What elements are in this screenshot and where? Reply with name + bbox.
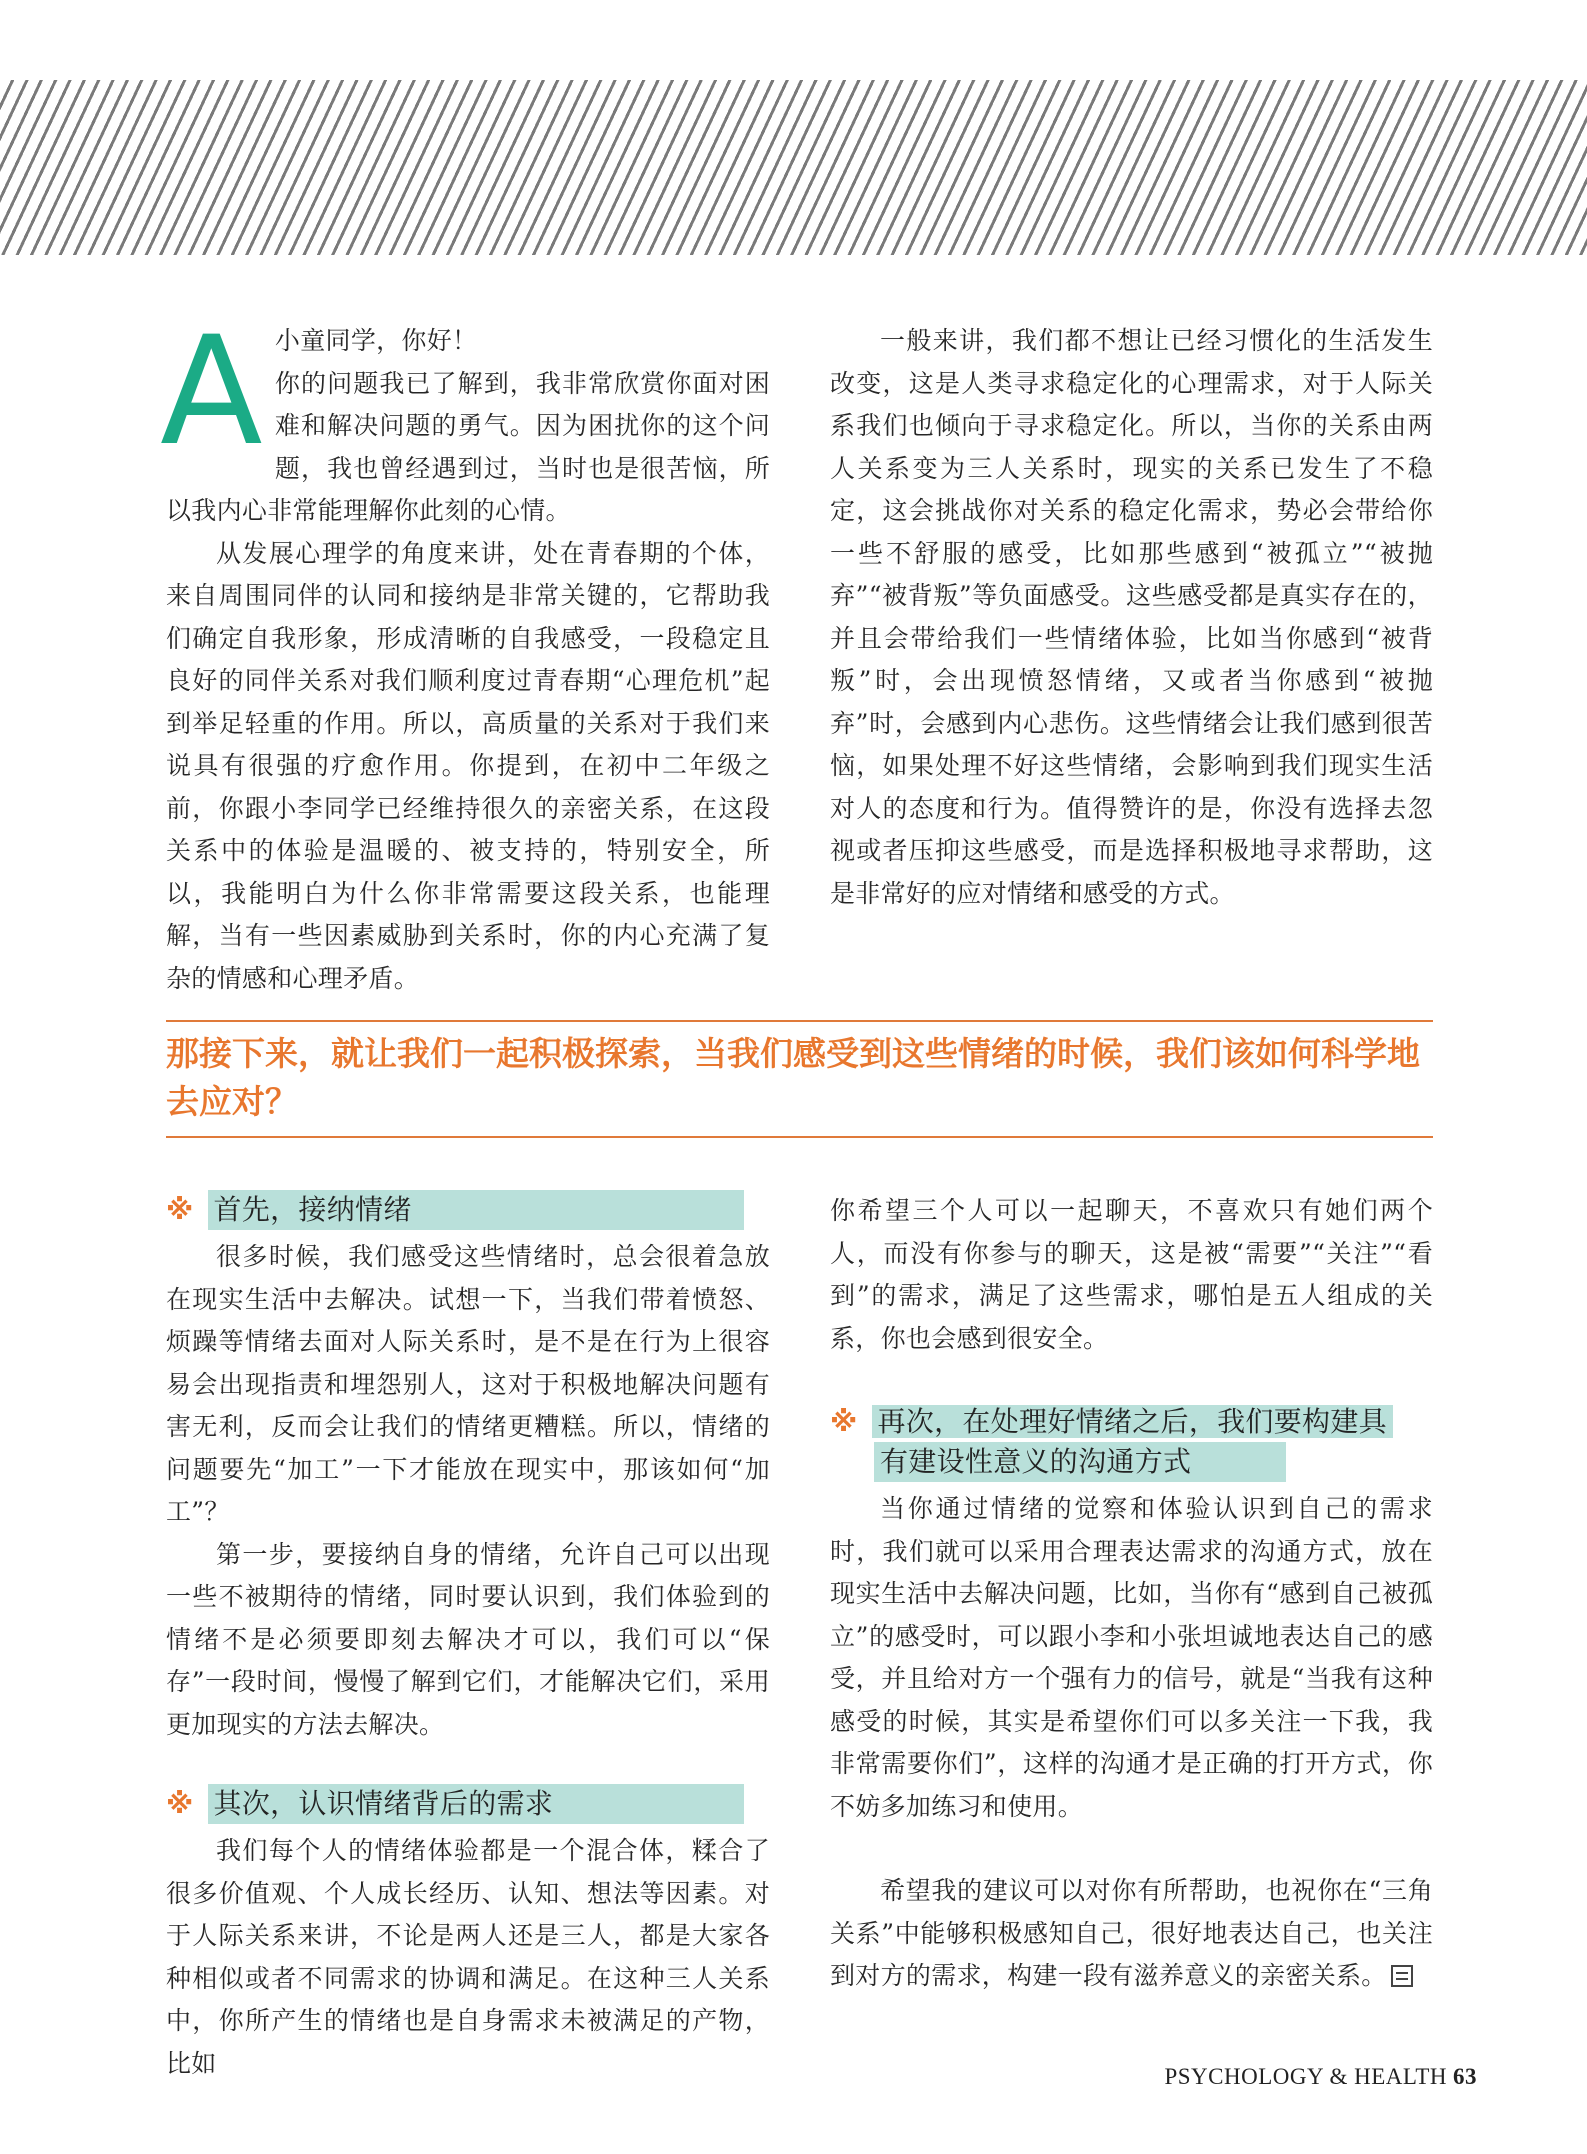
page-footer (1164, 2064, 1477, 2090)
letter-right-column (830, 320, 1433, 915)
reference-mark-icon: ※ (166, 1193, 194, 1226)
end-mark-icon (1391, 1965, 1413, 1987)
section-paragraph: 我们每个人的情绪体验都是一个混合体，糅合了很多价值观、个人成长经历、认知、想法等因素。对于人际关系来讲，不论是两人还是三人，都是大家各种相似或者不同需求的协调和满足。在这种三人关系中，你所产生的情绪也是自身需求未被满足的产物，比如 (166, 1836, 770, 2078)
advice-right-column (830, 1190, 1433, 1998)
section-paragraph: 很多时候，我们感受这些情绪时，总会很着急放在现实生活中去解决。试想一下，当我们带着愤怒、烦躁等情绪去面对人际关系时，是不是在行为上很容易会出现指责和埋怨别人，这对于积极地解决问题有害无利，反而会让我们的情绪更糟糕。所以，情绪的问题要先“加工”一下才能放在现实中，那该如何“加工”？ (166, 1242, 770, 1526)
section-title-line: 有建设性意义的沟通方式 (874, 1442, 1286, 1482)
letter-greeting: 小童同学，你好！ (274, 326, 478, 355)
letter-paragraph: 你的问题我已了解到，我非常欣赏你面对困难和解决问题的勇气。因为困扰你的这个问题，我也曾经遇到过，当时也是很苦恼，所以我内心非常能理解你此刻的心情。 (166, 368, 770, 525)
drop-cap: A (160, 305, 263, 479)
section-paragraph-continued: 你希望三个人可以一起聊天，不喜欢只有她们两个人，而没有你参与的聊天，这是被“需要”“关注”“看到”的需求，满足了这些需求，哪怕是五人组成的关系，你也会感到很安全。 (830, 1196, 1433, 1353)
section-heading-first (166, 1190, 770, 1230)
letter-left-column (160, 305, 770, 1000)
letter-paragraph: 从发展心理学的角度来讲，处在青春期的个体，来自周围同伴的认同和接纳是非常关键的，它帮助我们确定自我形象，形成清晰的自我感受，一段稳定且良好的同伴关系对我们顺利度过青春期“心理危机”起到举足轻重的作用。所以，高质量的关系对于我们来说具有很强的疗愈作用。你提到，在初中二年级之前，你跟小李同学已经维持很久的亲密关系，在这段关系中的体验是温暖的、被支持的，特别安全，所以，我能明白为什么你非常需要这段关系，也能理解，当有一些因素威胁到关系时，你的内心充满了复杂的情感和心理矛盾。 (166, 538, 770, 993)
closing-paragraph: 希望我的建议可以对你有所帮助，也祝你在“三角关系”中能够积极感知自己，很好地表达自己，也关注到对方的需求，构建一段有滋养意义的亲密关系。 (830, 1876, 1433, 1990)
section-heading-third (830, 1402, 1433, 1482)
page-number: 63 (1453, 2064, 1477, 2089)
reference-mark-icon: ※ (166, 1787, 194, 1820)
section-paragraph: 第一步，要接纳自身的情绪，允许自己可以出现一些不被期待的情绪，同时要认识到，我们体验到的情绪不是必须要即刻去解决才可以，我们可以“保存”一段时间，慢慢了解到它们，才能解决它们，采用更加现实的方法去解决。 (166, 1539, 770, 1739)
closing-paragraph-wrap (830, 1870, 1433, 1998)
section-headline: 那接下来，就让我们一起积极探索，当我们感受到这些情绪的时候，我们该如何科学地去应对？ (166, 1020, 1433, 1138)
section-heading-second (166, 1784, 770, 1824)
advice-left-column (166, 1190, 770, 2085)
section-title-line: 再次，在处理好情绪之后，我们要构建具 (872, 1405, 1393, 1438)
magazine-name: PSYCHOLOGY & HEALTH (1164, 2064, 1447, 2089)
letter-paragraph: 一般来讲，我们都不想让已经习惯化的生活发生改变，这是人类寻求稳定化的心理需求，对于人际关系我们也倾向于寻求稳定化。所以，当你的关系由两人关系变为三人关系时，现实的关系已发生了不稳定，这会挑战你对关系的稳定化需求，势必会带给你一些不舒服的感受，比如那些感到“被孤立”“被抛弃”“被背叛”等负面感受。这些感受都是真实存在的，并且会带给我们一些情绪体验，比如当你感到“被背叛”时，会出现愤怒情绪，又或者当你感到“被抛弃”时，会感到内心悲伤。这些情绪会让我们感到很苦恼，如果处理不好这些情绪，会影响到我们现实生活对人的态度和行为。值得赞许的是，你没有选择去忽视或者压抑这些感受，而是选择积极地寻求帮助，这是非常好的应对情绪和感受的方式。 (830, 326, 1433, 908)
reference-mark-icon: ※ (830, 1405, 858, 1438)
section-title: 首先，接纳情绪 (208, 1190, 744, 1230)
section-title: 其次，认识情绪背后的需求 (208, 1784, 744, 1824)
header-stripes (0, 80, 1587, 255)
section-paragraph: 当你通过情绪的觉察和体验认识到自己的需求时，我们就可以采用合理表达需求的沟通方式，放在现实生活中去解决问题，比如，当你有“感到自己被孤立”的感受时，可以跟小李和小张坦诚地表达自己的感受，并且给对方一个强有力的信号，就是“当我有这种感受的时候，其实是希望你们可以多关注一下我，我非常需要你们”，这样的沟通才是正确的打开方式，你不妨多加练习和使用。 (830, 1494, 1433, 1821)
